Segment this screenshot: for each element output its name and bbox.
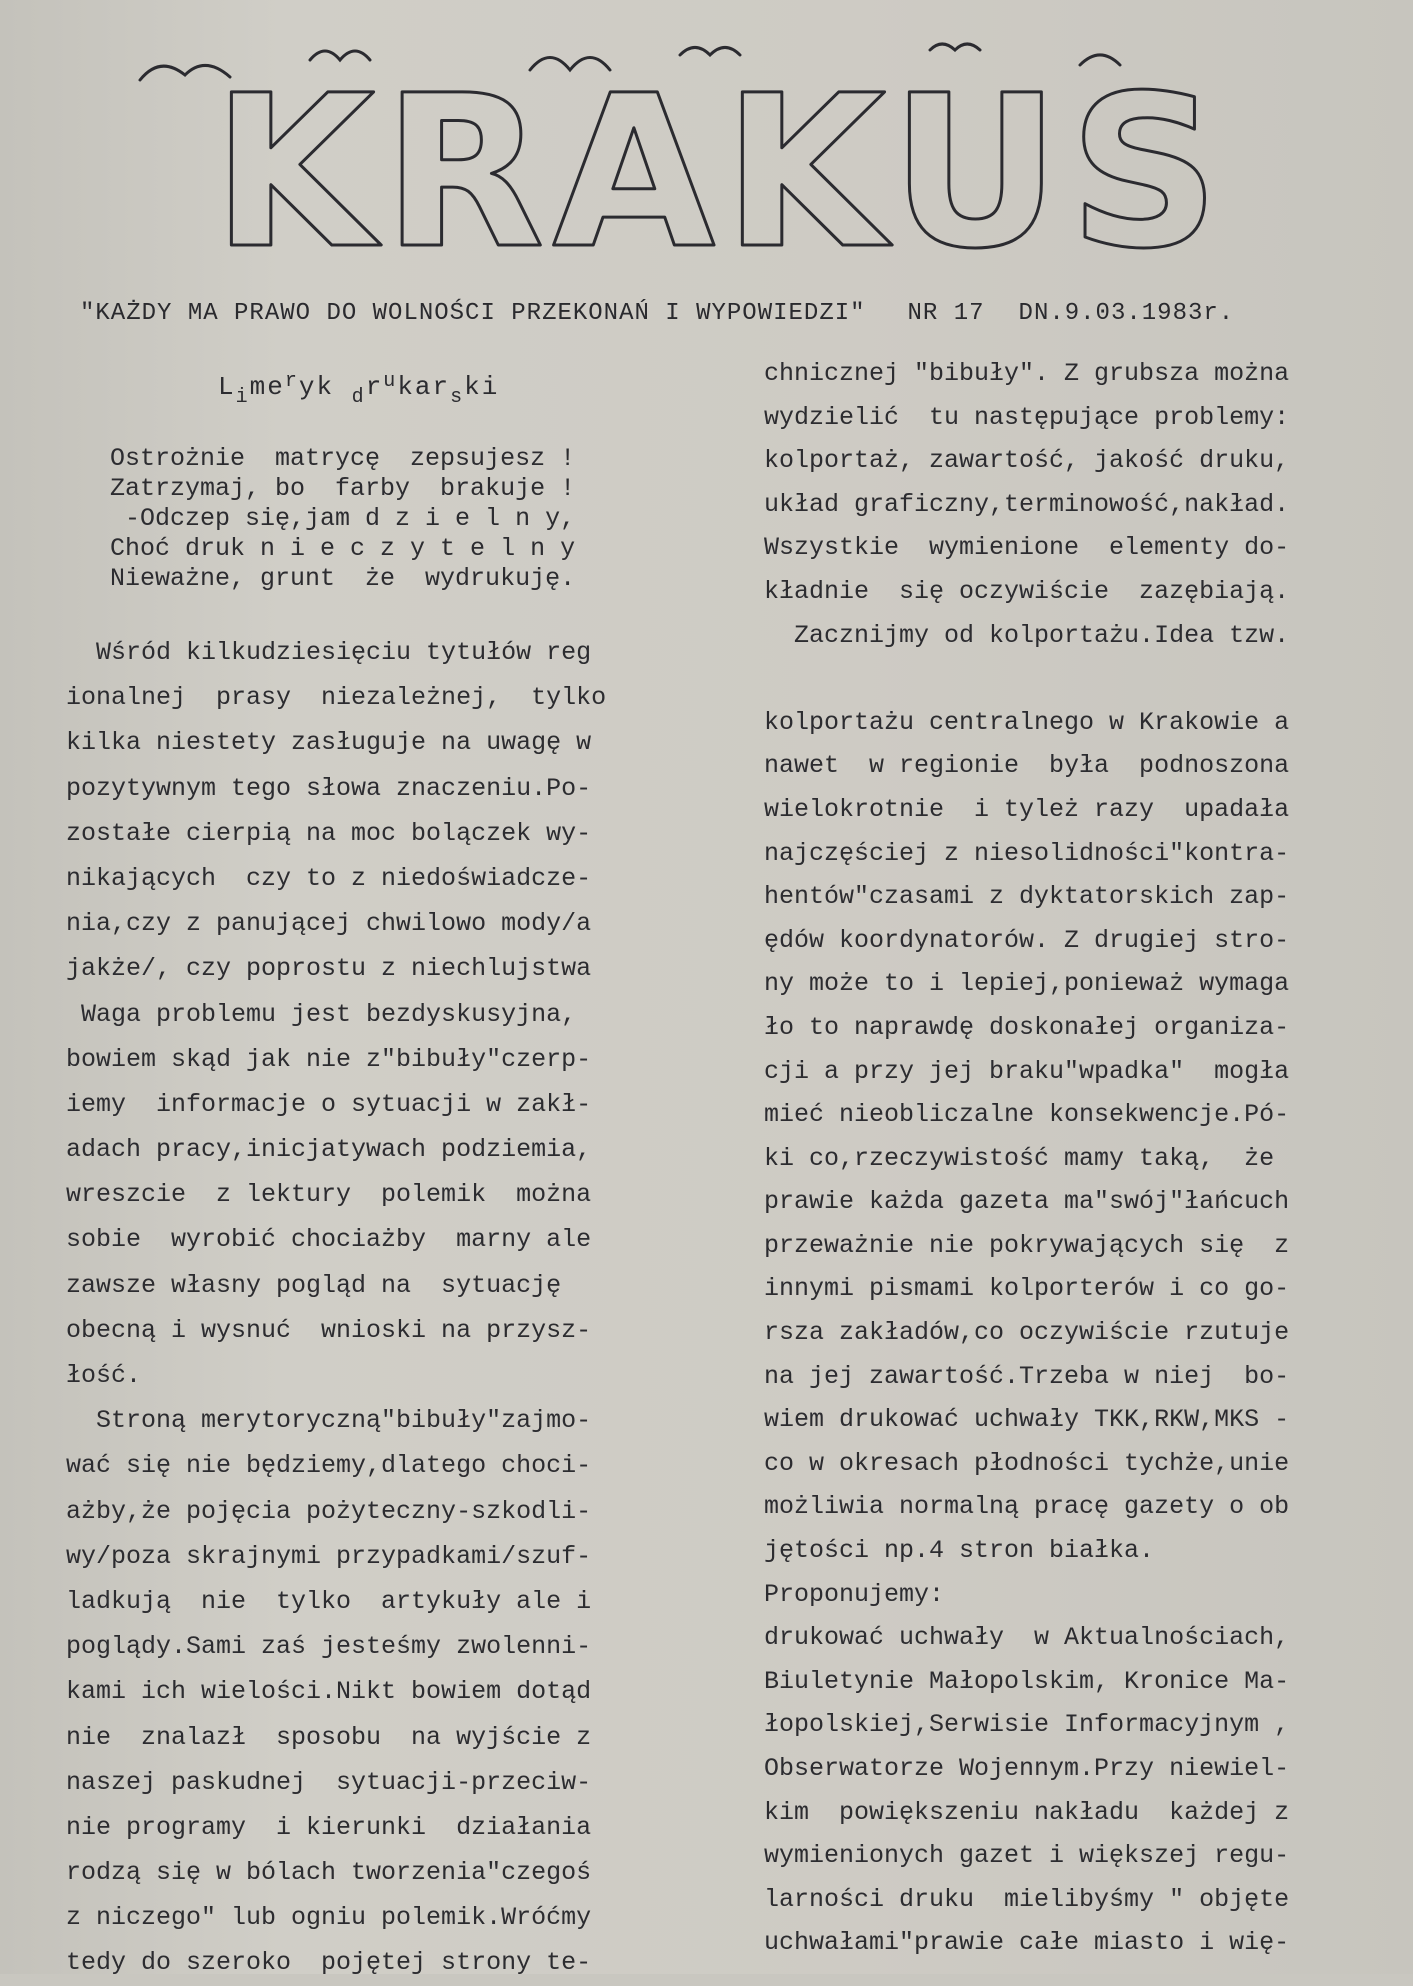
text-line: nie znalazł sposobu na wyjście z <box>66 1722 592 1752</box>
text-line: naszej paskudnej sytuacji-przeciw- <box>66 1767 592 1797</box>
text-line: ło to naprawdę doskonałej organiza- <box>764 1012 1290 1042</box>
text-line: z niczego" lub ogniu polemik.Wróćmy <box>66 1903 592 1933</box>
text-line: możliwia normalną pracę gazety o ob <box>764 1492 1290 1522</box>
text-line: bowiem skąd jak nie z"bibuły"czerp- <box>66 1044 592 1074</box>
text-line: Stroną merytoryczną"bibuły"zajmo- <box>66 1406 592 1436</box>
text-line: łość. <box>66 1361 142 1390</box>
limerick-title: $L_ime^ryk$ $_dr^ukar_ski$ <box>218 370 500 409</box>
text-line: kolportaż, zawartość, jakość druku, <box>764 446 1290 476</box>
text-line: kim powiększeniu nakładu każdej z <box>764 1797 1290 1827</box>
text-line: Biuletynie Małopolskim, Kronice Ma- <box>764 1666 1290 1696</box>
text-line: iemy informacje o sytuacji w zakł- <box>66 1089 592 1119</box>
text-line: adach pracy,inicjatywach podziemia, <box>66 1135 592 1165</box>
text-line: cji a przy jej braku"wpadka" mogła <box>764 1056 1290 1086</box>
text-line: prawie każda gazeta ma"swój"łańcuch <box>764 1187 1290 1217</box>
poem-line: Ostrożnie matrycę zepsujesz ! <box>110 444 576 473</box>
text-line: ędów koordynatorów. Z drugiej stro- <box>764 925 1290 955</box>
text-line: na jej zawartość.Trzeba w niej bo- <box>764 1361 1290 1391</box>
text-line: co w okresach płodności tychże,unie <box>764 1448 1290 1478</box>
text-line: Obserwatorze Wojennym.Przy niewiel- <box>764 1754 1290 1783</box>
text-line: ladkują nie tylko artykuły ale i <box>66 1586 592 1616</box>
text-line <box>764 657 1394 701</box>
text-line: Wśród kilkudziesięciu tytułów reg <box>66 638 592 667</box>
poem-line: -Odczep się,jam d z i e l n y, <box>110 504 576 533</box>
text-line: wy/poza skrajnymi przypadkami/szuf- <box>66 1541 592 1571</box>
text-line: Waga problemu jest bezdyskusyjna, <box>66 999 577 1029</box>
text-line: poglądy.Sami zaś jesteśmy zwolenni- <box>66 1632 592 1662</box>
text-line: wiem drukować uchwały TKK,RKW,MKS - <box>764 1405 1290 1435</box>
text-line: pozytywnym tego słowa znaczeniu.Po- <box>66 773 592 803</box>
text-line: sobie wyrobić chociażby marny ale <box>66 1225 592 1255</box>
text-line: uchwałami"prawie całe miasto i wię- <box>764 1928 1290 1958</box>
text-line: hentów"czasami z dyktatorskich zap- <box>764 882 1290 912</box>
text-line: jętości np.4 stron białka. <box>764 1536 1155 1566</box>
text-line: jakże/, czy poprostu z niechlujstwa <box>66 954 592 984</box>
masthead-logo <box>100 40 1340 290</box>
text-line: nawet w regionie była podnoszona <box>764 751 1290 781</box>
text-line: larności druku mielibyśmy " objęte <box>764 1884 1290 1914</box>
text-line: tedy do szeroko pojętej strony te- <box>66 1948 592 1978</box>
text-line: zawsze własny pogląd na sytuację <box>66 1270 562 1300</box>
svg-text:KRAKUS: KRAKUS <box>212 50 1228 290</box>
motto-text: "KAŻDY MA PRAWO DO WOLNOŚCI PRZEKONAŃ I WYPOWIEDZI" <box>80 300 866 327</box>
text-line: kami ich wielości.Nikt bowiem dotąd <box>66 1677 592 1707</box>
text-line: kładnie się oczywiście zazębiają. <box>764 576 1290 606</box>
text-line: nie programy i kierunki działania <box>66 1812 592 1842</box>
text-line: najczęściej z niesolidności"kontra- <box>764 838 1290 868</box>
left-column-text <box>66 630 696 1986</box>
text-line: obecną i wysnuć wnioski na przysz- <box>66 1315 592 1345</box>
poem-line: Choć druk n i e c z y t e l n y <box>110 534 576 563</box>
text-line: wielokrotnie i tyleż razy upadała <box>764 794 1290 824</box>
text-line: ny może to i lepiej,ponieważ wymaga <box>764 969 1290 999</box>
text-line: układ graficzny,terminowość,nakład. <box>764 489 1290 519</box>
text-line: Zacznijmy od kolportażu.Idea tzw. <box>764 620 1290 650</box>
text-line: nia,czy z panującej chwilowo mody/a <box>66 909 592 939</box>
masthead-tagline-row <box>80 300 1410 327</box>
right-column-text <box>764 352 1394 1965</box>
text-line: ionalnej prasy niezależnej, tylko <box>66 683 607 713</box>
text-line: innymi pismami kolporterów i co go- <box>764 1274 1290 1304</box>
text-line: wymienionych gazet i większej regu- <box>764 1841 1290 1871</box>
text-line: drukować uchwały w Aktualnościach, <box>764 1623 1290 1653</box>
poem-line: Zatrzymaj, bo farby brakuje ! <box>110 474 576 503</box>
issue-date: DN.9.03.1983r. <box>1018 300 1235 327</box>
text-line: wydzielić tu następujące problemy: <box>764 402 1290 432</box>
text-line: rsza zakładów,co oczywiście rzutuje <box>764 1318 1290 1348</box>
text-line: rodzą się w bólach tworzenia"czegoś <box>66 1858 592 1888</box>
masthead-lettering <box>100 40 1340 290</box>
text-line: nikających czy to z niedoświadcze- <box>66 863 592 893</box>
text-line: łopolskiej,Serwisie Informacyjnym , <box>764 1710 1290 1740</box>
text-line: chnicznej "bibuły". Z grubsza można <box>764 359 1290 388</box>
poem-line: Nieważne, grunt że wydrukuję. <box>110 564 576 593</box>
text-line: kilka niestety zasługuje na uwagę w <box>66 728 592 758</box>
text-line: Wszystkie wymienione elementy do- <box>764 533 1290 563</box>
text-line: Proponujemy: <box>764 1579 945 1609</box>
text-line: wreszcie z lektury polemik można <box>66 1180 592 1210</box>
text-line: wać się nie będziemy,dlatego choci- <box>66 1451 592 1481</box>
text-line: przeważnie nie pokrywających się z <box>764 1230 1290 1260</box>
issue-number: NR 17 <box>907 300 985 327</box>
text-line: mieć nieobliczalne konsekwencje.Pó- <box>764 1100 1290 1130</box>
text-line: kolportażu centralnego w Krakowie a <box>764 707 1290 737</box>
text-line: ki co,rzeczywistość mamy taką, że <box>764 1143 1275 1173</box>
limerick-poem <box>110 444 670 594</box>
text-line: ażby,że pojęcia pożyteczny-szkodli- <box>66 1496 592 1526</box>
text-line: zostałe cierpią na moc bolączek wy- <box>66 818 592 848</box>
